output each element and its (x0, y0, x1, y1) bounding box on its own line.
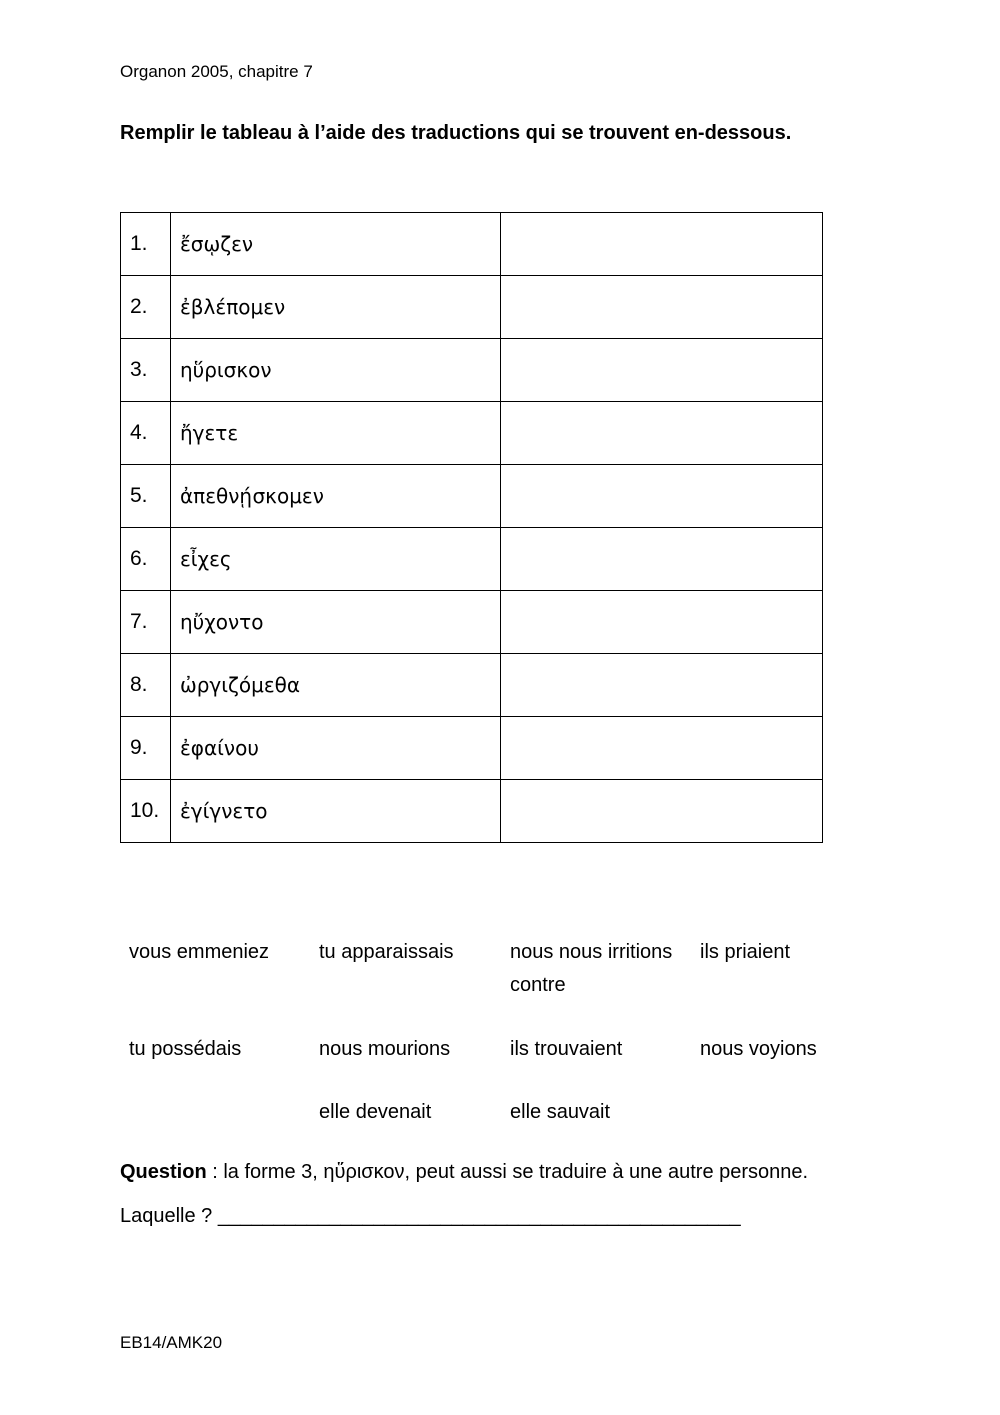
word-bank-item: nous voyions (700, 1038, 817, 1060)
table-row (121, 528, 823, 591)
word-bank-item: elle devenait (319, 1101, 432, 1123)
greek-form: ὠργιζόμεθα (170, 654, 500, 717)
translation-cell[interactable] (500, 276, 822, 339)
translation-cell[interactable] (500, 717, 822, 780)
translation-cell[interactable] (500, 591, 822, 654)
instruction-text: Remplir le tableau à l’aide des traductions qui se trouvent en-dessous. (120, 122, 792, 144)
translation-cell[interactable] (500, 654, 822, 717)
table-row (121, 465, 823, 528)
greek-form: ἤγετε (170, 402, 500, 465)
greek-form: ηὔχοντο (170, 591, 500, 654)
table-row (121, 717, 823, 780)
row-number: 5. (121, 465, 171, 528)
row-number: 6. (121, 528, 171, 591)
word-bank-item: vous emmeniez (129, 941, 270, 963)
row-number: 9. (121, 717, 171, 780)
word-bank-item: elle sauvait (510, 1101, 611, 1123)
translation-cell[interactable] (500, 213, 822, 276)
greek-form: ἐφαίνου (170, 717, 500, 780)
greek-form: ηὕρισκον (170, 339, 500, 402)
vocabulary-table (120, 212, 823, 843)
word-bank-item: nous mourions (319, 1038, 451, 1060)
translation-cell[interactable] (500, 528, 822, 591)
row-number: 10. (121, 780, 171, 843)
table-row (121, 339, 823, 402)
question-text (120, 1161, 808, 1184)
row-number: 1. (121, 213, 171, 276)
word-bank-item: tu apparaissais (319, 941, 454, 963)
word-bank-item: nous nous irritions contre (510, 941, 673, 996)
table-row (121, 780, 823, 843)
answer-line[interactable]: Laquelle ? _______________________________________________ (120, 1205, 741, 1227)
word-bank-item: tu possédais (129, 1038, 242, 1060)
translation-cell[interactable] (500, 402, 822, 465)
row-number: 7. (121, 591, 171, 654)
word-bank-item: ils trouvaient (510, 1038, 623, 1060)
table-row (121, 402, 823, 465)
row-number: 3. (121, 339, 171, 402)
greek-form: ἀπεθνῄσκομεν (170, 465, 500, 528)
row-number: 4. (121, 402, 171, 465)
translation-cell[interactable] (500, 780, 822, 843)
greek-form: ἔσῳζεν (170, 213, 500, 276)
document-header: Organon 2005, chapitre 7 (120, 62, 313, 81)
row-number: 8. (121, 654, 171, 717)
greek-form: ἐβλέπομεν (170, 276, 500, 339)
translation-cell[interactable] (500, 339, 822, 402)
greek-form: εἶχες (170, 528, 500, 591)
greek-form: ἐγίγνετο (170, 780, 500, 843)
translation-cell[interactable] (500, 465, 822, 528)
question-body: : la forme 3, ηὕρισκον, peut aussi se traduire à une autre personne. (206, 1161, 809, 1183)
question-label: Question (120, 1161, 207, 1183)
table-row (121, 591, 823, 654)
word-bank-item: ils priaient (700, 941, 791, 963)
table-row (121, 654, 823, 717)
table-row (121, 213, 823, 276)
table-row (121, 276, 823, 339)
document-footer: EB14/AMK20 (120, 1333, 223, 1352)
row-number: 2. (121, 276, 171, 339)
